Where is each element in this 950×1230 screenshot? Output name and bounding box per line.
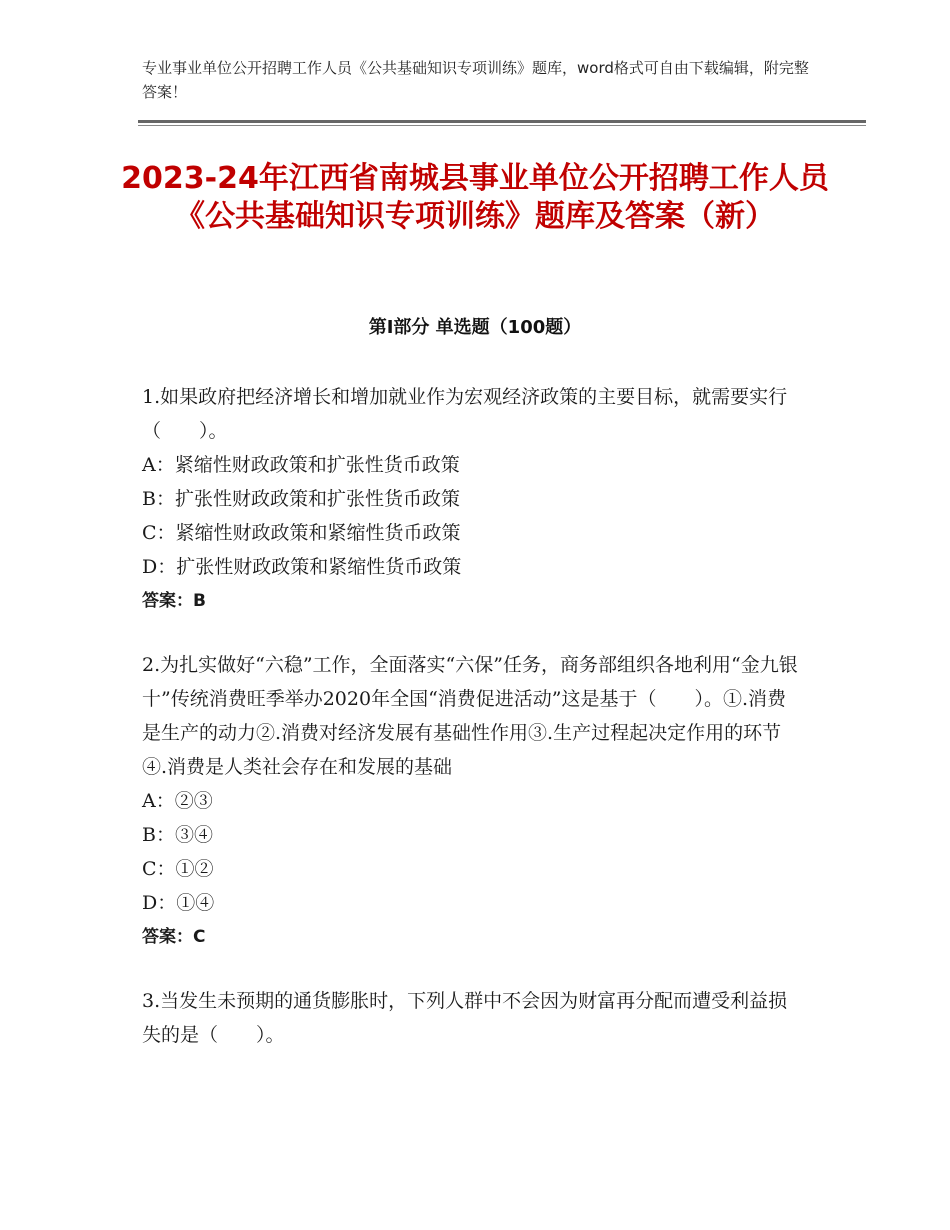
option-c: C：紧缩性财政政策和紧缩性货币政策 xyxy=(142,522,461,544)
answer: 答案：B xyxy=(142,591,206,611)
question-stem: 3.当发生未预期的通货膨胀时，下列人群中不会因为财富再分配而遭受利益损失的是（ ）。 xyxy=(142,990,788,1046)
header-divider xyxy=(138,120,866,123)
header-note: 专业事业单位公开招聘工作人员《公共基础知识专项训练》题库，word格式可自由下载编辑，附完整答案！ xyxy=(142,59,809,101)
option-a: A：②③ xyxy=(142,790,213,812)
option-b: B：③④ xyxy=(142,824,213,846)
section-title: 第Ⅰ部分 单选题（100题） xyxy=(368,317,582,338)
header-divider-thin xyxy=(138,125,866,126)
document-title: 2023-24年江西省南城县事业单位公开招聘工作人员《公共基础知识专项训练》题库及答案（新） xyxy=(121,161,829,234)
option-d: D：扩张性财政政策和紧缩性货币政策 xyxy=(142,556,462,578)
question-stem: 1.如果政府把经济增长和增加就业作为宏观经济政策的主要目标，就需要实行（ ）。 xyxy=(142,386,788,442)
question-stem: 2.为扎实做好“六稳”工作，全面落实“六保”任务，商务部组织各地利用“金九银十”传统消费旺季举办2020年全国“消费促进活动”这是基于（ ）。①.消费是生产的动力②.消费对经济发展有基础性作用③.生产过程起决定作用的环节④.消费是人类社会存在和发展的基础 xyxy=(142,654,798,778)
option-d: D：①④ xyxy=(142,892,215,914)
question-1 xyxy=(142,380,802,618)
option-c: C：①② xyxy=(142,858,214,880)
question-2 xyxy=(142,648,802,954)
question-3 xyxy=(142,984,802,1052)
option-a: A：紧缩性财政政策和扩张性货币政策 xyxy=(142,454,460,476)
answer: 答案：C xyxy=(142,927,206,947)
question-list xyxy=(142,380,802,1082)
option-b: B：扩张性财政政策和扩张性货币政策 xyxy=(142,488,460,510)
